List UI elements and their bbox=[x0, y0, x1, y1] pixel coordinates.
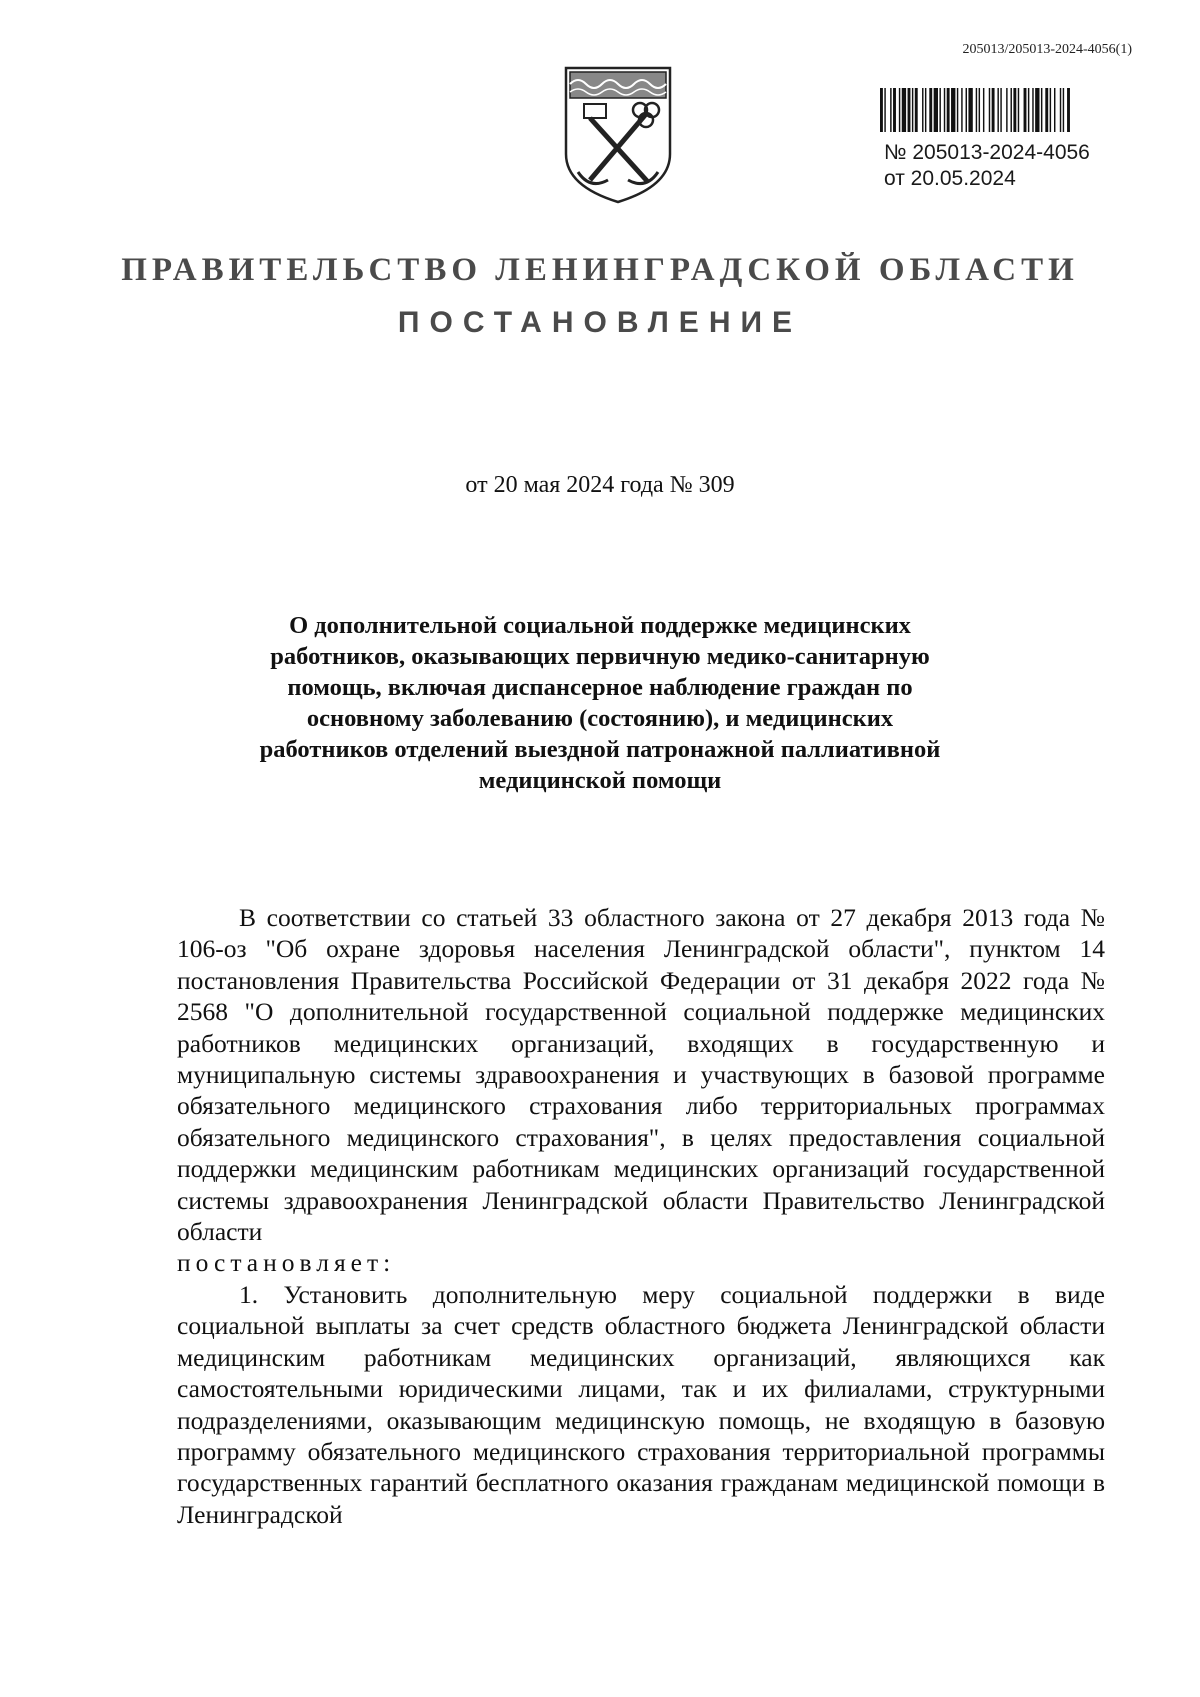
barcode-bar bbox=[968, 88, 972, 132]
decree-date-number: от 20 мая 2024 года № 309 bbox=[465, 472, 735, 498]
barcode bbox=[880, 88, 1136, 132]
barcode-bar bbox=[992, 88, 995, 132]
barcode-bar bbox=[929, 88, 932, 132]
barcode-bar bbox=[957, 88, 958, 132]
barcode-bar bbox=[908, 88, 911, 132]
barcode-bar bbox=[951, 88, 955, 132]
barcode-bar bbox=[944, 88, 945, 132]
barcode-bar bbox=[1028, 88, 1029, 132]
barcode-bar bbox=[915, 88, 918, 132]
barcode-bar bbox=[979, 88, 980, 132]
decree-title: ПОСТАНОВЛЕНИЕ bbox=[397, 306, 803, 339]
barcode-bar bbox=[925, 88, 926, 132]
barcode-bar bbox=[1050, 88, 1051, 132]
barcode-bar bbox=[947, 88, 950, 132]
barcode-bar bbox=[890, 88, 891, 132]
barcode-bar bbox=[899, 88, 900, 132]
item-1-paragraph bbox=[177, 1279, 1105, 1530]
barcode-bar bbox=[976, 88, 977, 132]
barcode-bar bbox=[1035, 88, 1039, 132]
decrees-word: постановляет: bbox=[177, 1248, 396, 1278]
document-reference: 205013/205013-2024-4056(1) bbox=[962, 42, 1132, 57]
registration-number: № 205013-2024-4056 bbox=[884, 141, 1090, 164]
barcode-bar bbox=[880, 88, 883, 132]
barcode-bar bbox=[1032, 88, 1033, 132]
barcode-bar bbox=[1060, 88, 1061, 132]
barcode-bar bbox=[1063, 88, 1064, 132]
barcode-bar bbox=[939, 88, 940, 132]
barcode-bar bbox=[1024, 88, 1027, 132]
decree-body bbox=[177, 902, 1105, 1530]
barcode-bar bbox=[1045, 88, 1048, 132]
barcode-bar bbox=[1041, 88, 1042, 132]
coat-of-arms-icon bbox=[560, 62, 676, 206]
barcode-bar bbox=[983, 88, 984, 132]
barcode-bar bbox=[912, 88, 913, 132]
decree-subject: О дополнительной социальной поддержке медицинских работников, оказывающих первичную медико-санитарную помощь, включая диспансерное наблюдение граждан по основному заболеванию (состоянию), и медицинских работников отделений выездной патронажной паллиативной медицинской помощи bbox=[259, 612, 941, 794]
barcode-bar bbox=[922, 88, 923, 132]
barcode-bar bbox=[1000, 88, 1001, 132]
government-title: ПРАВИТЕЛЬСТВО ЛЕНИНГРАДСКОЙ ОБЛАСТИ bbox=[121, 252, 1079, 288]
decrees-word-paragraph bbox=[177, 1247, 1105, 1278]
barcode-bar bbox=[1013, 88, 1016, 132]
preamble-paragraph bbox=[177, 902, 1105, 1247]
barcode-bar bbox=[884, 88, 885, 132]
barcode-bar bbox=[893, 88, 896, 132]
barcode-bar bbox=[966, 88, 967, 132]
barcode-bar bbox=[1067, 88, 1070, 132]
barcode-bar bbox=[1054, 88, 1055, 132]
barcode-bar bbox=[902, 88, 906, 132]
barcode-bar bbox=[1018, 88, 1019, 132]
barcode-bar bbox=[989, 88, 990, 132]
registration-block bbox=[884, 140, 1090, 192]
barcode-bar bbox=[934, 88, 938, 132]
barcode-bar bbox=[997, 88, 998, 132]
barcode-bar bbox=[961, 88, 962, 132]
registration-date: от 20.05.2024 bbox=[884, 167, 1016, 190]
barcode-bar bbox=[1006, 88, 1007, 132]
preamble-text: В соответствии со статьей 33 областного закона от 27 декабря 2013 года № 106-оз "Об охране здоровья населения Ленинградской области", пунктом 14 постановления Правительства Российской Федерации от 31 декабря 2022 года № 2568 "О дополнительной государственной социальной поддержке медицинских работников медицинских организаций, входящих в государственную и муниципальную системы здравоохранения и участвующих в базовой программе обязательного медицинского страхования либо территориальных программах обязательного медицинского страхования", в целях предоставления социальной поддержки медицинским работникам медицинских организаций государственной системы здравоохранения Ленинградской области Правительство Ленинградской области bbox=[177, 903, 1105, 1247]
barcode-bar bbox=[1011, 88, 1012, 132]
item-1-text: 1. Установить дополнительную меру социальной поддержки в виде социальной выплаты за счет средств областного бюджета Ленинградской области медицинским работникам медицинских организаций, являющихся как самостоятельными юридическими лицами, так и их филиалами, структурными подразделениями, оказывающим медицинскую помощь, не входящую в базовую программу обязательного медицинского страхования территориальной программы государственных гарантий бесплатного оказания гражданам медицинской помощи в Ленинградской bbox=[177, 1279, 1105, 1529]
